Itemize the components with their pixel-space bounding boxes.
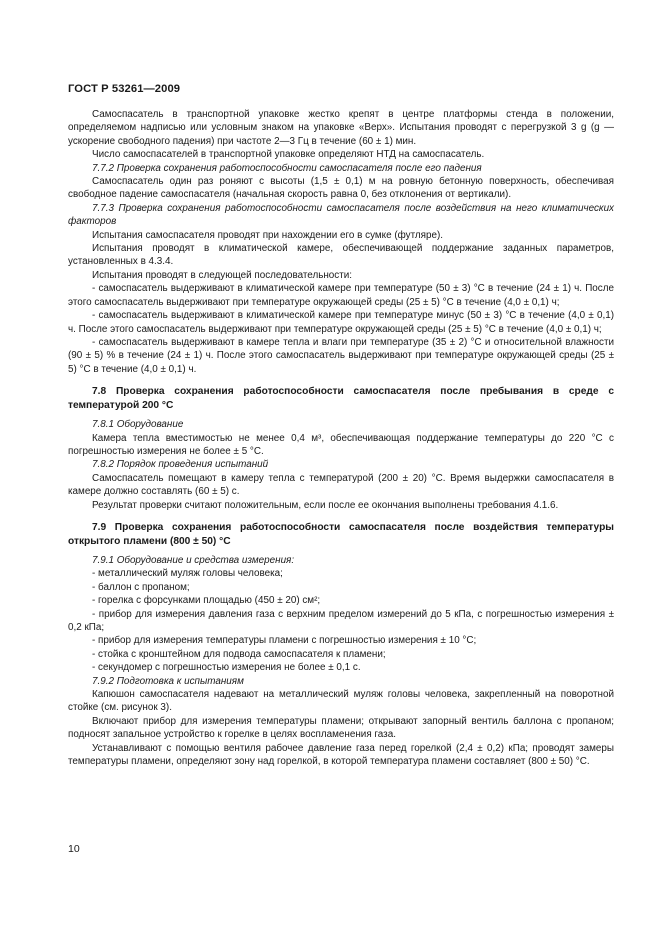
paragraph: Испытания самоспасателя проводят при нахождении его в сумке (футляре).	[92, 229, 444, 241]
standard-header: ГОСТ Р 53261—2009	[68, 83, 181, 95]
page-number: 10	[68, 843, 80, 855]
list-item: - самоспасатель выдерживают в камере тепла и влаги при температуре (35 ± 2) °С и относительной влажности (90 ± 5) % в течение (24 ± 1) ч. После этого самоспасатель выдерживают при температуре окружающей среды (25 ± 5) °С в течение (4,0 ± 0,1) ч.	[68, 336, 614, 375]
list-item: - горелка с форсунками площадью (450 ± 20) см²;	[92, 595, 321, 607]
section-heading: 7.8 Проверка сохранения работоспособности самоспасателя после пребывания в среде с температурой 200 °С	[68, 386, 614, 412]
list-item: - прибор для измерения давления газа с верхним пределом измерений до 5 кПа, с погрешностью измерения ± 0,2 кПа;	[68, 608, 614, 633]
paragraph: Результат проверки считают положительным, если после ее окончания выполнены требования 4.1.6.	[92, 499, 559, 511]
list-item: - стойка с кронштейном для подвода самоспасателя к пламени;	[92, 648, 386, 660]
subsection-title: 7.7.3 Проверка сохранения работоспособности самоспасателя после воздействия на него климатических факторов	[68, 202, 614, 228]
paragraph: Самоспасатель помещают в камеру тепла с температурой (200 ± 20) °С. Время выдержки самоспасателя в камере должно составлять (60 ± 5) с.	[68, 472, 614, 498]
list-item: - баллон с пропаном;	[92, 581, 190, 593]
paragraph: Камера тепла вместимостью не менее 0,4 м³, обеспечивающая поддержание температуры до 220 °С с погрешностью измерения не более ± 5 °С.	[68, 432, 614, 457]
subsection-title: 7.7.2 Проверка сохранения работоспособности самоспасателя после его падения	[92, 162, 482, 174]
paragraph: Испытания проводят в климатической камере, обеспечивающей поддержание заданных параметров, установленных в 4.3.4.	[68, 243, 614, 268]
list-item: - секундомер с погрешностью измерения не более ± 0,1 с.	[92, 662, 361, 674]
subsection-title: 7.8.2 Порядок проведения испытаний	[92, 459, 269, 471]
paragraph: Включают прибор для измерения температуры пламени; открывают запорный вентиль баллона с пропаном; подносят запальное устройство к горелке в целях воспламенения газа.	[68, 715, 614, 741]
paragraph: Число самоспасателей в транспортной упаковке определяют НТД на самоспасатель.	[92, 149, 485, 161]
list-item: - самоспасатель выдерживают в климатической камере при температуре (50 ± 3) °С в течение (24 ± 1) ч. После этого самоспасатель выдерживают при температуре окружающей среды (25 ± 5) °С в течение (4,0 ± 0,1) ч;	[68, 283, 614, 308]
section-heading: 7.9 Проверка сохранения работоспособности самоспасателя после воздействия температуры открытого пламени (800 ± 50) °С	[68, 521, 614, 547]
list-item: - металлический муляж головы человека;	[92, 568, 283, 580]
list-item: - самоспасатель выдерживают в климатической камере при температуре минус (50 ± 3) °С в течение (4,0 ± 0,1) ч. После этого самоспасатель выдерживают при температуре окружающей среды (25 ± 5) °С в течение (4,0 ± 0,1) ч;	[68, 310, 614, 335]
paragraph: Самоспасатель один раз роняют с высоты (1,5 ± 0,1) м на ровную бетонную поверхность, обеспечивая свободное падение самоспасателя (начальная скорость равна 0, без отклонения от вертикали).	[68, 176, 614, 201]
paragraph: Устанавливают с помощью вентиля рабочее давление газа перед горелкой (2,4 ± 0,2) кПа; проводят замеры температуры пламени, определяют зону над горелкой, в которой температура пламени составляет (800 ± 50) °С.	[68, 742, 614, 768]
subsection-title: 7.8.1 Оборудование	[92, 419, 184, 431]
body-text	[68, 108, 614, 768]
subsection-title: 7.9.2 Подготовка к испытаниям	[92, 675, 244, 687]
subsection-title: 7.9.1 Оборудование и средства измерения:	[92, 554, 295, 566]
paragraph: Испытания проводят в следующей последовательности:	[92, 269, 353, 281]
list-item: - прибор для измерения температуры пламени с погрешностью измерения ± 10 °С;	[92, 635, 477, 647]
paragraph: Самоспасатель в транспортной упаковке жестко крепят в центре платформы стенда в положении, определяемом надписью или условным знаком на упаковке «Верх». Испытания проводят с перегрузкой 3 g (g — ускорение свободного падения) при частоте 2—3 Гц в течение (60 ± 1) мин.	[68, 109, 614, 147]
paragraph: Капюшон самоспасателя надевают на металлический муляж головы человека, закрепленный на поворотной стойке (см. рисунок 3).	[68, 689, 614, 714]
